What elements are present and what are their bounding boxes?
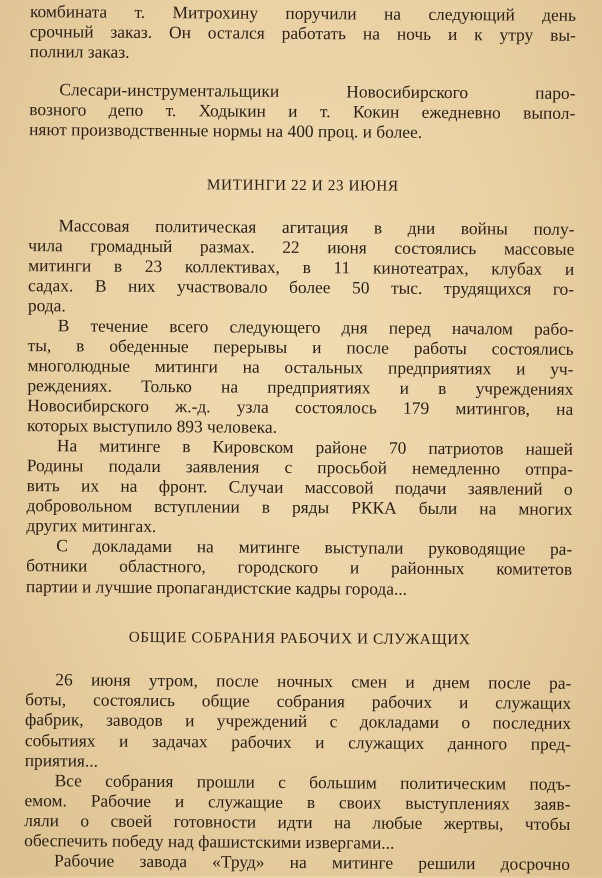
text-line: Рабочие завода «Труд» на митинге решили досрочно (53, 850, 571, 874)
text-line: полнил заказ. (29, 41, 130, 62)
text-line: С докладами на митинге выступали руководящие ра- (56, 535, 573, 560)
text-line: Все собрания прошли с большим политическим подъ- (54, 769, 571, 794)
text-line: няют производственные нормы на 400 проц. и более. (29, 119, 423, 143)
text-line: многолюдные митинги на остальных предприятиях и уч- (27, 354, 574, 379)
text-line: фабрик, заводов и учреждений с докладами о последних (24, 709, 572, 734)
text-line: вить их на фронт. Случаи массовой подачи заявлений о (26, 475, 573, 500)
text-line: обеспечить победу над фашистскими извергами... (24, 829, 395, 853)
section-heading: МИТИНГИ 22 И 23 ИЮНЯ (206, 176, 399, 195)
text-line: приятия... (24, 749, 99, 771)
text-line: 26 июня утром, после ночных смен и днем после ра- (55, 669, 572, 694)
text-line: митинги в 23 коллективах, в 11 кинотеатрах, клубах и (28, 255, 575, 280)
text-line: садах. В них участвовало более 50 тыс. трудящихся го- (28, 275, 575, 300)
text-line: других митингах. (26, 515, 157, 537)
text-line: В течение всего следующего дня перед началом рабо- (57, 314, 574, 339)
text-line: Массовая политическая агитация в дни войны полу- (58, 215, 575, 239)
text-line: рода. (27, 295, 66, 316)
text-line: комбината т. Митрохину поручили на следующий день (29, 0, 577, 25)
text-line: чила громадный размах. 22 июня состоялись массовые (28, 235, 575, 260)
text-line: Слесари-инструментальщики Новосибирского паро- (59, 79, 576, 104)
section-heading: ОБЩИЕ СОБРАНИЯ РАБОЧИХ И СЛУЖАЩИХ (128, 629, 471, 649)
text-line: возного депо т. Ходыкин и т. Кокин ежедневно выпол- (29, 99, 576, 124)
text-line: Новосибирского ж.-д. узла состоялось 179 митингов, на (27, 394, 574, 419)
text-line: боты, состоялись общие собрания рабочих и служащих (25, 689, 572, 714)
text-line: Родины подали заявления с просьбой немедленно отпра- (26, 455, 573, 479)
text-line: На митинге в Кировском районе 70 патриотов нашей (56, 435, 574, 459)
text-line: реждениях. Только на предприятиях и в учреждениях (27, 374, 574, 399)
text-line: партии и лучшие пропагандистские кадры города... (25, 575, 408, 599)
text-line: событиях и задачах рабочих и служащих данного пред- (24, 729, 571, 754)
text-line: ляли о своей готовности идти на любые жертвы, чтобы (24, 809, 571, 834)
text-line: срочный заказ. Он остался работать на ночь и к утру вы- (29, 21, 576, 45)
text-line: ботники областного, городского и районных комитетов (26, 555, 573, 580)
text-line: ты, в обеденные перерывы и после работы состоялись (27, 334, 574, 359)
text-line: емом. Рабочие и служащие в своих выступлениях заяв- (24, 789, 571, 814)
text-line: добровольном вступлении в ряды РККА были на многих (26, 495, 573, 520)
text-line: которых выступило 893 человека. (27, 415, 278, 437)
